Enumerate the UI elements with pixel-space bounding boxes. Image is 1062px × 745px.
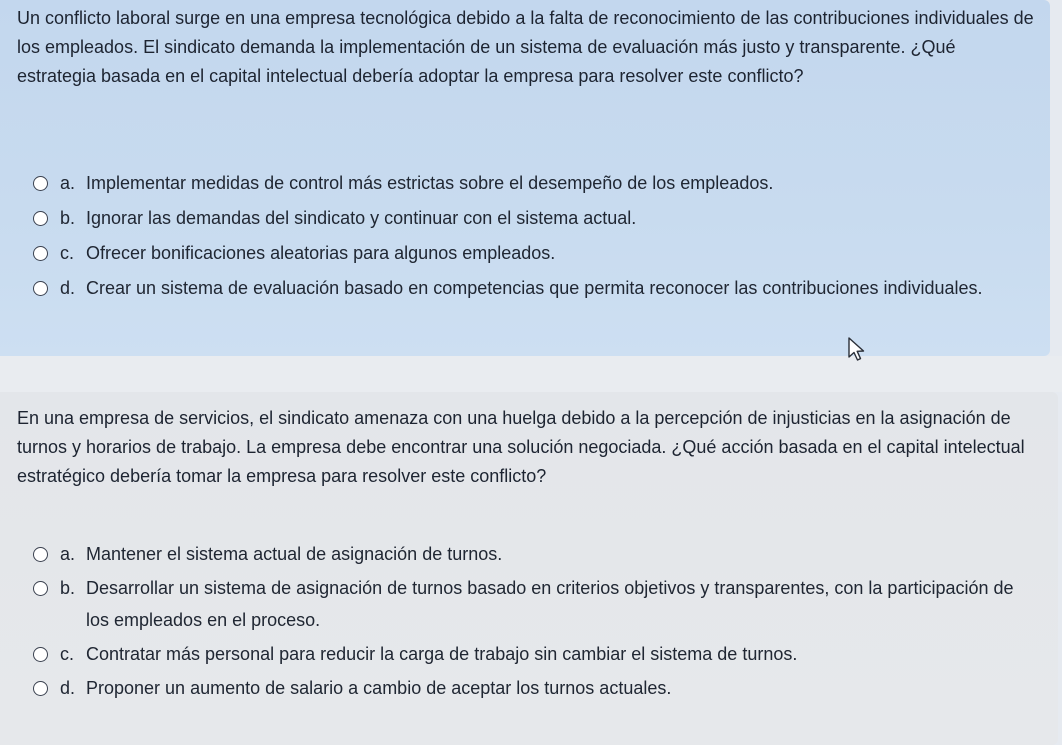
- option-text: Ignorar las demandas del sindicato y continuar con el sistema actual.: [86, 208, 637, 228]
- option-letter: a.: [60, 544, 76, 564]
- option-letter: d.: [60, 678, 76, 698]
- q2-option-c[interactable]: [33, 638, 1023, 670]
- option-letter: c.: [60, 644, 75, 664]
- option-letter: c.: [60, 243, 75, 263]
- question-1-options: [33, 167, 1023, 307]
- q1-option-d[interactable]: [33, 272, 1023, 304]
- radio-button[interactable]: [33, 681, 48, 696]
- option-text: Implementar medidas de control más estrictas sobre el desempeño de los empleados.: [86, 173, 774, 193]
- card-separator: [0, 356, 1062, 392]
- option-letter: b.: [60, 578, 76, 598]
- option-letter: a.: [60, 173, 76, 193]
- option-letter: d.: [60, 278, 76, 298]
- option-text: Desarrollar un sistema de asignación de turnos basado en criterios objetivos y transparentes, con la participación de los empleados en el proceso.: [86, 578, 1014, 630]
- option-text: Crear un sistema de evaluación basado en competencias que permita reconocer las contribuciones individuales.: [86, 278, 983, 298]
- question-2-options: [33, 538, 1023, 706]
- q1-option-c[interactable]: [33, 237, 1023, 269]
- q1-option-b[interactable]: [33, 202, 1023, 234]
- radio-button[interactable]: [33, 246, 48, 261]
- q1-option-a[interactable]: [33, 167, 1023, 199]
- radio-button[interactable]: [33, 647, 48, 662]
- radio-button[interactable]: [33, 281, 48, 296]
- radio-button[interactable]: [33, 581, 48, 596]
- question-2-text: En una empresa de servicios, el sindicato amenaza con una huelga debido a la percepción de injusticias en la asignación de turnos y horarios de trabajo. La empresa debe encontrar una solución negociada. ¿Qué acción basada en el capital intelectual estratégico debería tomar la empresa para resolver este conflicto?: [17, 408, 1025, 486]
- q2-option-d[interactable]: [33, 672, 1023, 704]
- mouse-pointer-icon: [847, 336, 869, 364]
- option-text: Proponer un aumento de salario a cambio de aceptar los turnos actuales.: [86, 678, 672, 698]
- option-letter: b.: [60, 208, 76, 228]
- q2-option-b[interactable]: [33, 572, 1023, 636]
- option-text: Mantener el sistema actual de asignación de turnos.: [86, 544, 503, 564]
- option-text: Contratar más personal para reducir la carga de trabajo sin cambiar el sistema de turnos.: [86, 644, 798, 664]
- q2-option-a[interactable]: [33, 538, 1023, 570]
- radio-button[interactable]: [33, 211, 48, 226]
- radio-button[interactable]: [33, 547, 48, 562]
- option-text: Ofrecer bonificaciones aleatorias para algunos empleados.: [86, 243, 556, 263]
- radio-button[interactable]: [33, 176, 48, 191]
- question-1-text: Un conflicto laboral surge en una empresa tecnológica debido a la falta de reconocimiento de las contribuciones individuales de los empleados. El sindicato demanda la implementación de un sistema de evaluación más justo y transparente. ¿Qué estrategia basada en el capital intelectual debería adoptar la empresa para resolver este conflicto?: [17, 8, 1034, 86]
